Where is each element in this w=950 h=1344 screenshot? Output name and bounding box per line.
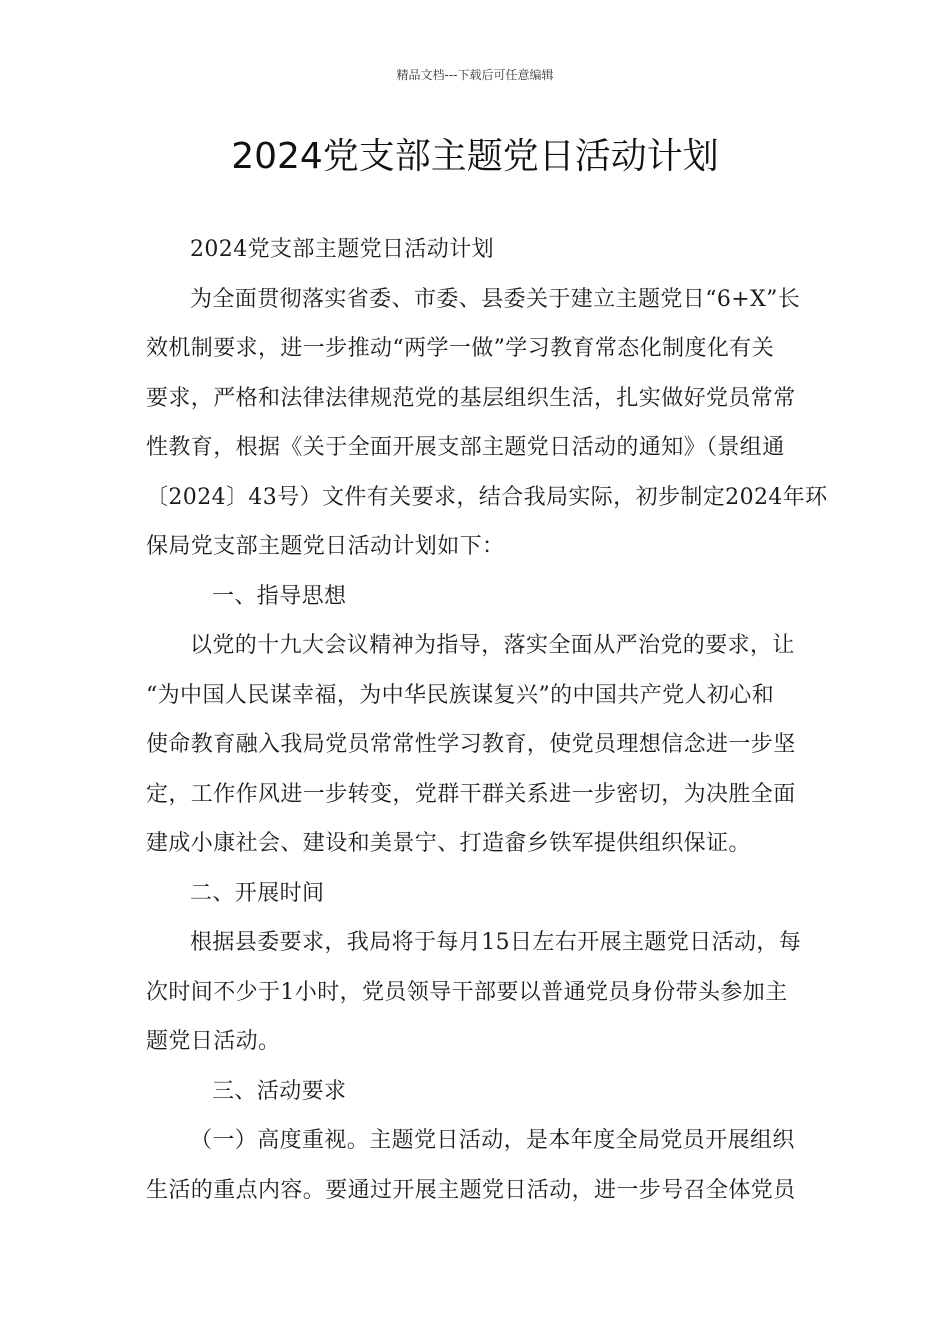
body-line: 要求，严格和法律法律规范党的基层组织生活，扎实做好党员常常	[146, 385, 796, 411]
body-line: （一）高度重视。主题党日活动，是本年度全局党员开展组织	[190, 1128, 795, 1153]
body-line: 2024党支部主题党日活动计划	[190, 237, 494, 262]
body-line: 生活的重点内容。要通过开展主题党日活动，进一步号召全体党员	[146, 1177, 796, 1203]
body-line: 根据县委要求，我局将于每月15日左右开展主题党日活动，每	[190, 930, 802, 955]
body-line: 建成小康社会、建设和美景宁、打造畲乡铁军提供组织保证。	[146, 831, 751, 856]
body-line: 〔2024〕43号）文件有关要求，结合我局实际，初步制定2024年环	[146, 484, 828, 510]
document-title: 2024党支部主题党日活动计划	[231, 136, 719, 177]
body-line: “为中国人民谋幸福，为中华民族谋复兴”的中国共产党人初心和	[146, 682, 775, 708]
body-line: 为全面贯彻落实省委、市委、县委关于建立主题党日“6+X”长	[190, 286, 801, 312]
body-line: 效机制要求，进一步推动“两学一做”学习教育常态化制度化有关	[146, 336, 775, 361]
section-heading: 一、指导思想	[212, 583, 347, 609]
header-note: 精品文档---下载后可任意编辑	[396, 68, 554, 82]
section-heading: 三、活动要求	[212, 1078, 347, 1104]
body-line: 性教育，根据《关于全面开展支部主题党日活动的通知》（景组通	[146, 435, 785, 460]
section-heading: 二、开展时间	[190, 880, 325, 906]
document-body	[146, 225, 828, 1215]
body-line: 定，工作作风进一步转变，党群干群关系进一步密切，为决胜全面	[146, 781, 796, 807]
body-line: 使命教育融入我局党员常常性学习教育，使党员理想信念进一步坚	[146, 732, 796, 757]
body-line: 保局党支部主题党日活动计划如下：	[146, 534, 505, 559]
body-line: 题党日活动。	[146, 1029, 281, 1054]
body-line: 次时间不少于1小时，党员领导干部要以普通党员身份带头参加主	[146, 979, 788, 1005]
body-line: 以党的十九大会议精神为指导，落实全面从严治党的要求，让	[190, 633, 795, 658]
